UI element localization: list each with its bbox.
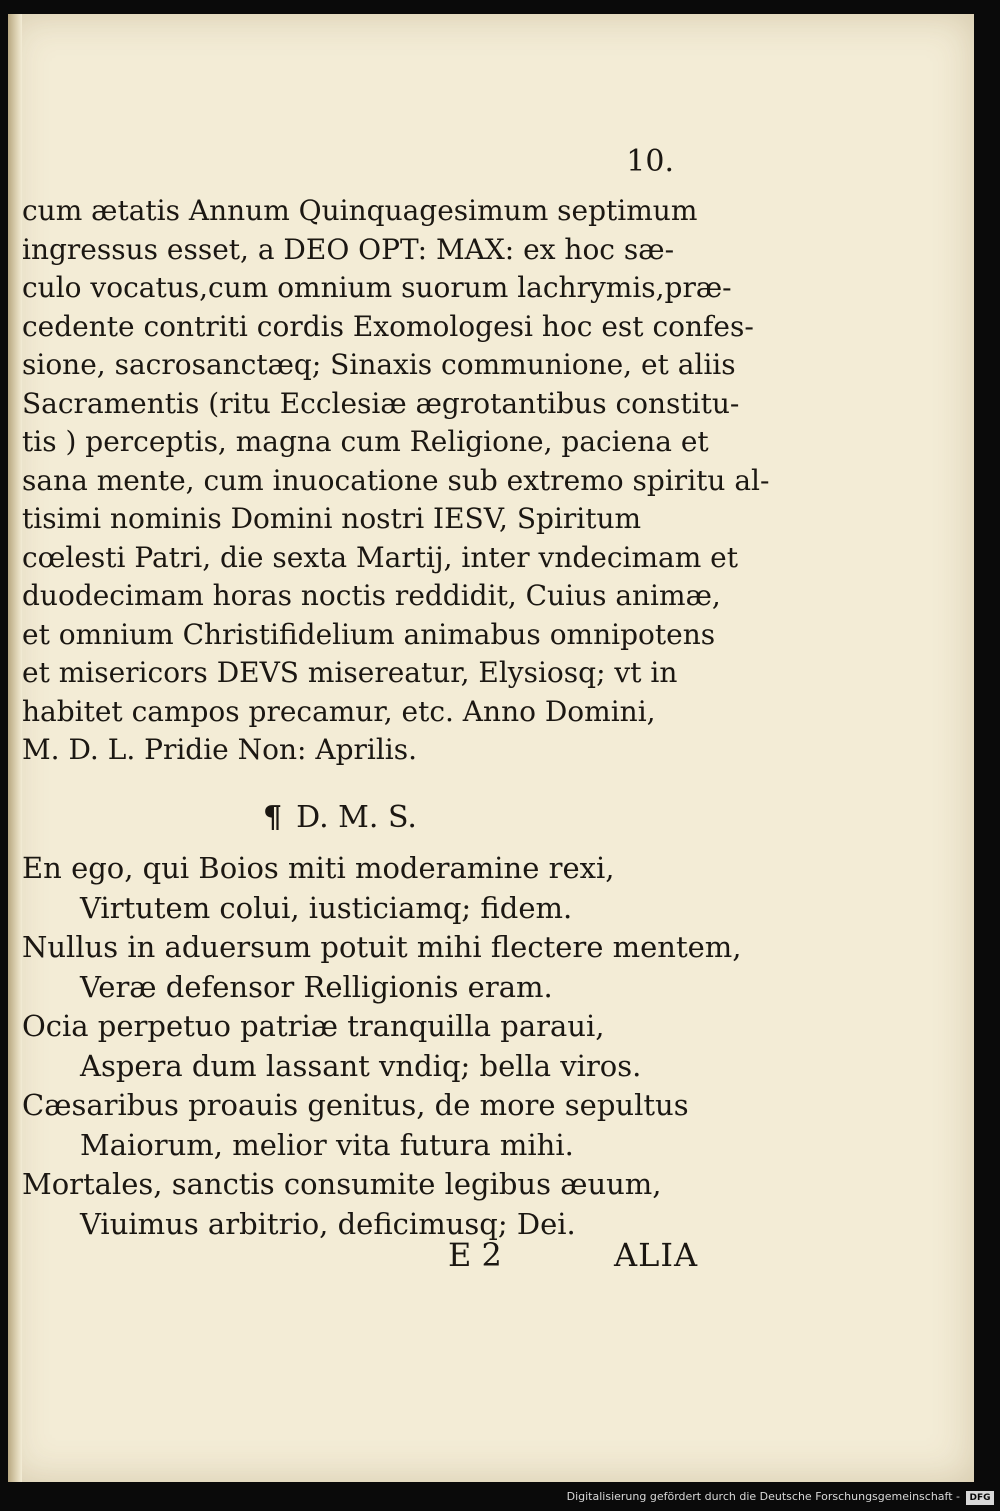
- epitaph-heading-text: D. M. S.: [296, 800, 417, 835]
- poem-line-indented: Aspera dum lassant vndiq; bella viros.: [80, 1048, 642, 1083]
- poem-line-indented: Maiorum, melior vita futura mihi.: [80, 1127, 574, 1162]
- poem-line: En ego, qui Boios miti moderamine rexi,: [22, 851, 615, 885]
- body-line: cum ætatis Annum Quinquagesimum septimum: [22, 194, 698, 227]
- page-number: 10.: [626, 144, 674, 179]
- poem-line: Ocia perpetuo patriæ tranquilla paraui,: [22, 1009, 605, 1043]
- poem-line: Nullus in aduersum potuit mihi flectere mentem,: [22, 930, 742, 964]
- body-line: cedente contriti cordis Exomologesi hoc est confes-: [22, 309, 754, 343]
- body-line: culo vocatus,cum omnium suorum lachrymis,præ-: [22, 271, 732, 304]
- body-line: sione, sacrosanctæq; Sinaxis communione, et aliis: [22, 348, 736, 381]
- body-line: cœlesti Patri, die sexta Martij, inter vndecimam et: [22, 540, 738, 574]
- body-line: duodecimam horas noctis reddidit, Cuius animæ,: [22, 579, 721, 612]
- catchword: ALIA: [614, 1236, 699, 1274]
- signature-mark: E 2: [448, 1236, 502, 1274]
- body-line: Sacramentis (ritu Ecclesiæ ægrotantibus constitu-: [22, 386, 740, 420]
- body-line: et omnium Christifidelium animabus omnipotens: [22, 617, 716, 651]
- poem-line-indented: Veræ defensor Relligionis eram.: [80, 969, 553, 1004]
- poem-line: Mortales, sanctis consumite legibus æuum,: [22, 1167, 662, 1201]
- digitization-credit: Digitalisierung gefördert durch die Deutsche Forschungsgemeinschaft -: [566, 1490, 960, 1503]
- body-line: et misericors DEVS misereatur, Elysiosq; vt in: [22, 656, 678, 689]
- page-footer: [8, 1236, 728, 1286]
- poem-line-indented: Viuimus arbitrio, deficimusq; Dei.: [80, 1206, 576, 1241]
- epitaph-poem: [22, 849, 742, 1244]
- epitaph-heading: [263, 800, 417, 835]
- book-page: [8, 14, 974, 1482]
- pilcrow-icon: ¶: [263, 800, 283, 835]
- body-line: M. D. L. Pridie Non: Aprilis.: [22, 733, 418, 766]
- body-line: ingressus esset, a DEO OPT: MAX: ex hoc sæ-: [22, 232, 675, 266]
- body-line: habitet campos precamur, etc. Anno Domini,: [22, 694, 656, 728]
- body-line: tis ) perceptis, magna cum Religione, paciena et: [22, 425, 709, 458]
- poem-line-indented: Virtutem colui, iusticiamq; fidem.: [80, 890, 573, 925]
- body-line: tisimi nominis Domini nostri IESV, Spiritum: [22, 502, 642, 535]
- body-text: [22, 192, 770, 770]
- dfg-logo: DFG: [966, 1491, 994, 1505]
- poem-line: Cæsaribus proauis genitus, de more sepultus: [22, 1088, 689, 1122]
- body-line: sana mente, cum inuocatione sub extremo spiritu al-: [22, 463, 770, 497]
